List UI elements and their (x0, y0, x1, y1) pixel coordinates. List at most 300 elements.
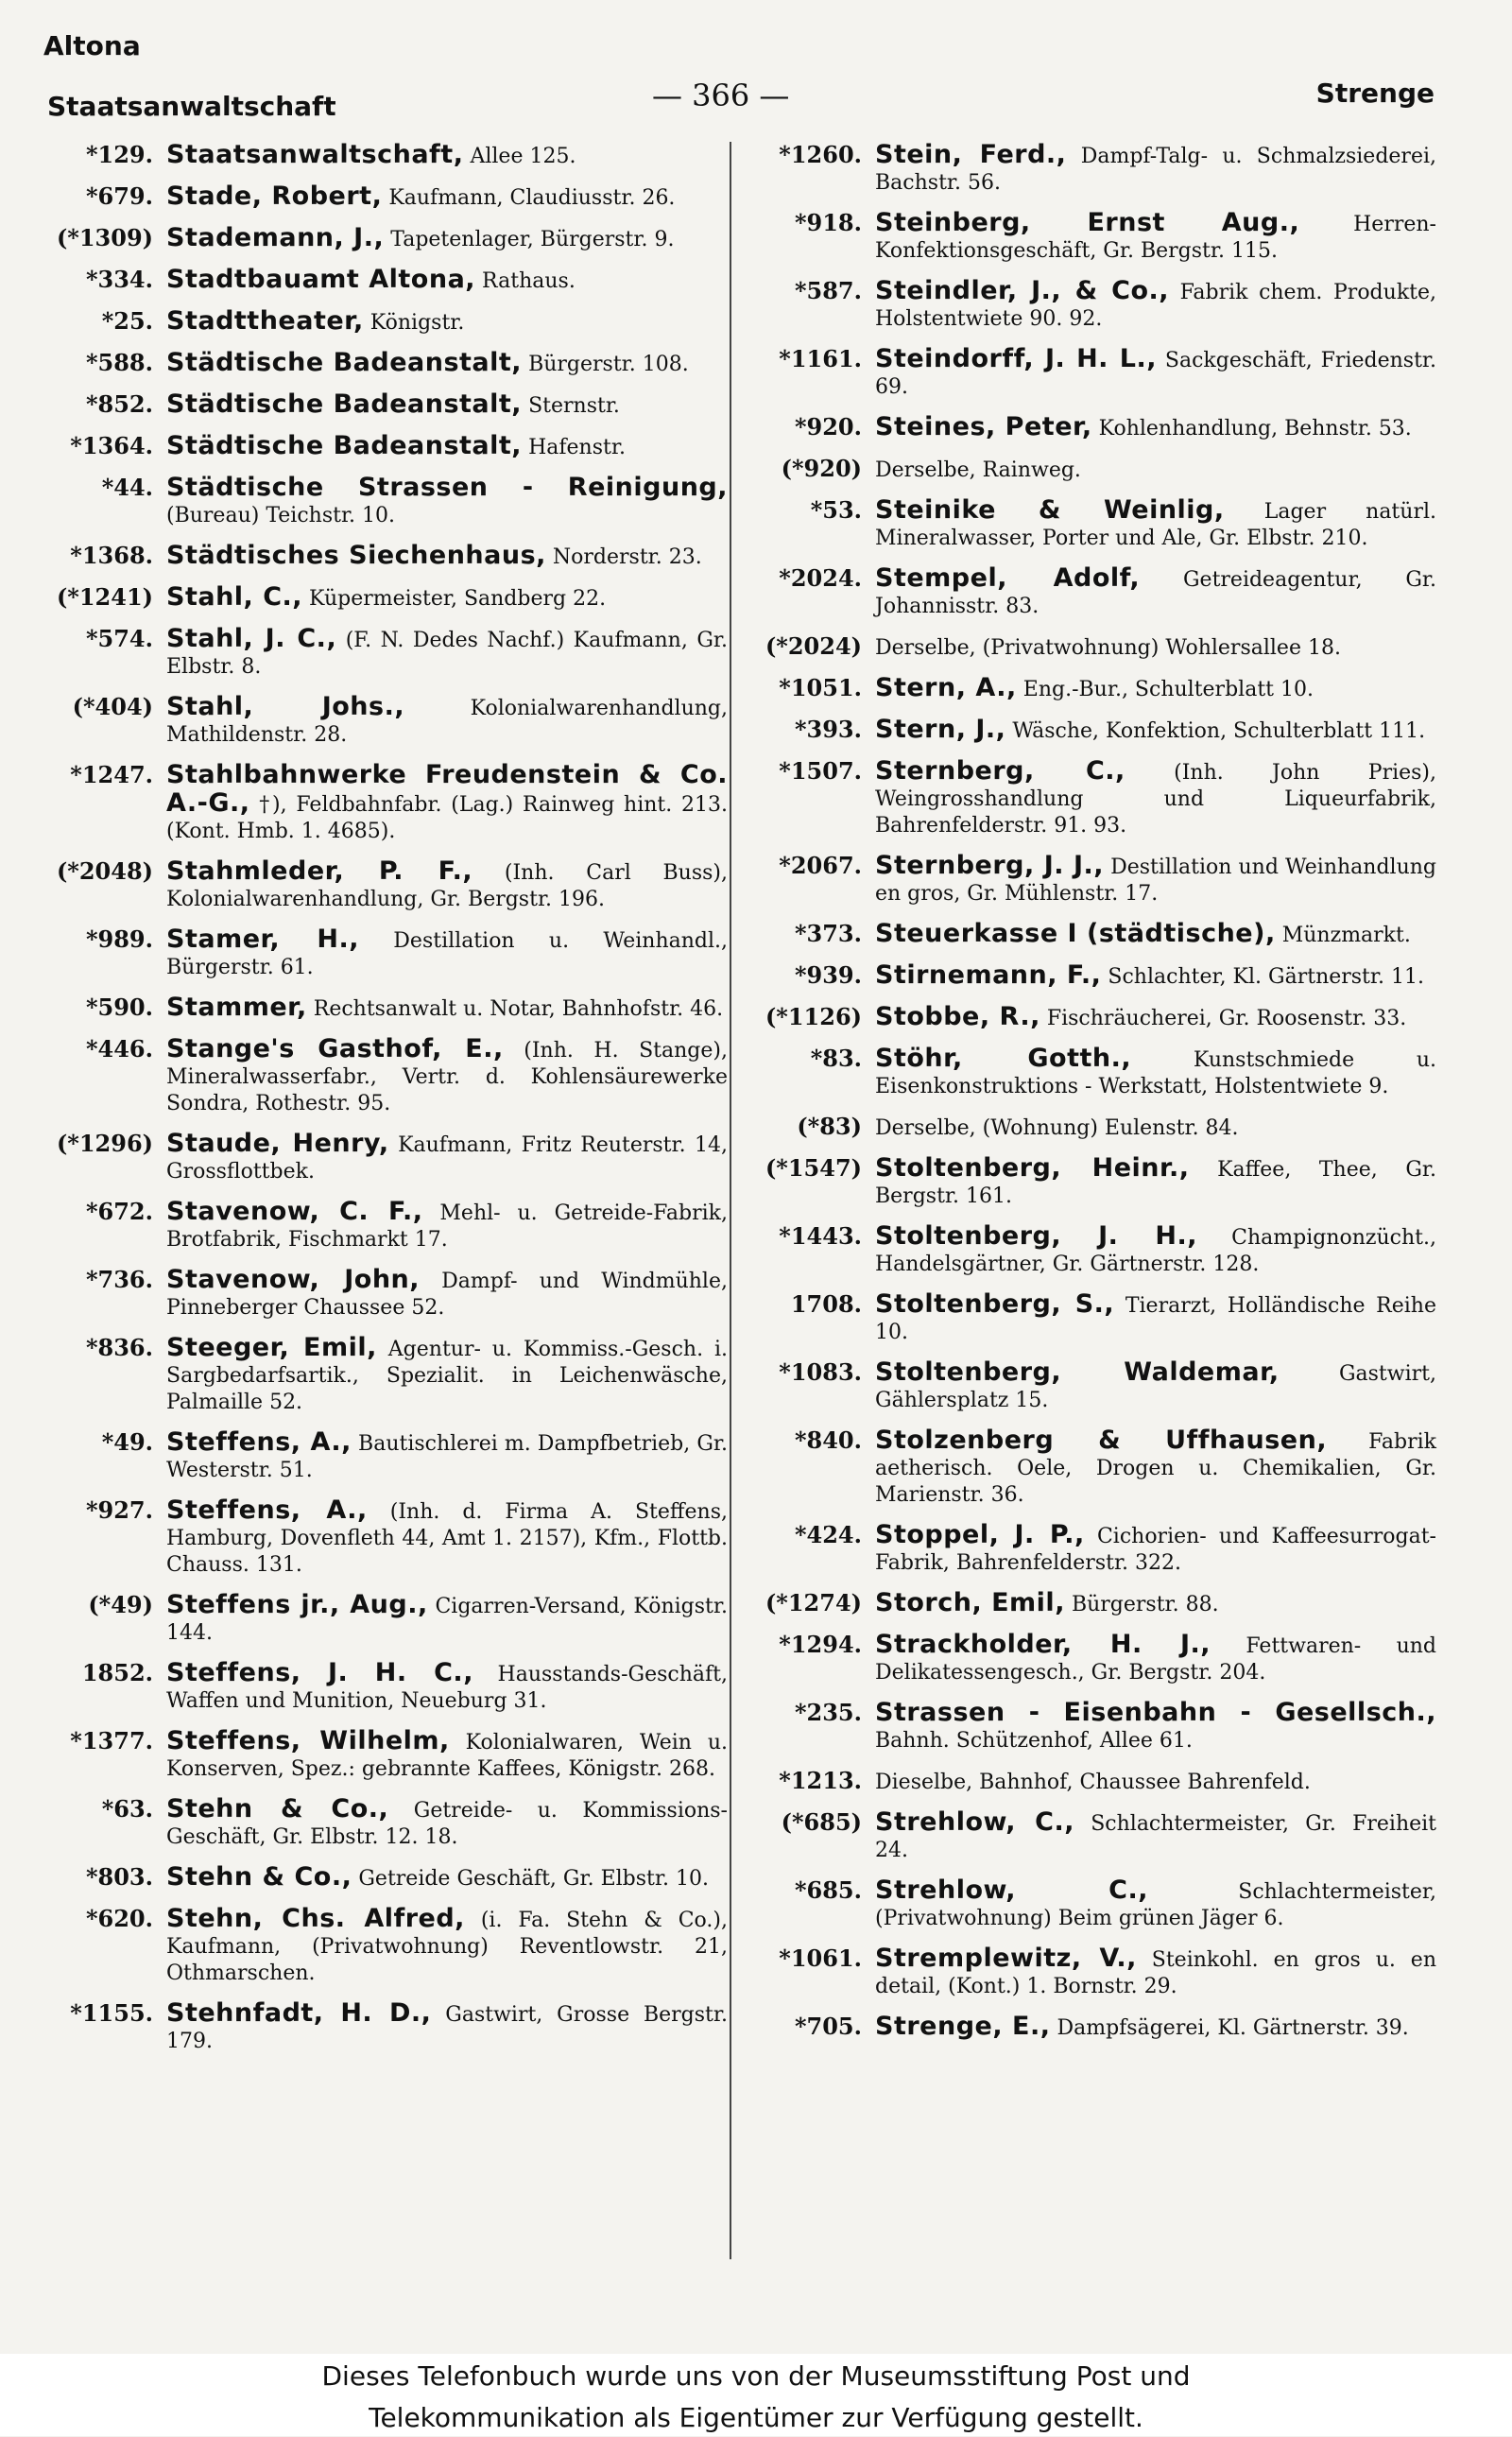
subscriber-details: Wäsche, Konfektion, Schulterblatt 111. (1012, 719, 1426, 743)
footer-line-2: Telekommunikation als Eigentümer zur Verfügung gestellt. (369, 2402, 1143, 2433)
entry-text (166, 1131, 728, 1185)
subscriber-name: Stahlbahnwerke Freudenstein & Co. A.-G., (166, 760, 728, 818)
phone-number: 1708. (790, 1290, 862, 1318)
entry-text (166, 308, 728, 337)
subscriber-details: Bahnh. Schützenhof, Allee 61. (875, 1729, 1193, 1753)
phone-number: *836. (85, 1334, 153, 1361)
phone-number: *620. (85, 1905, 153, 1932)
entry-text (166, 694, 728, 749)
directory-entry (38, 1592, 728, 1647)
subscriber-name: Steinike & Weinlig, (875, 495, 1225, 525)
directory-entry (747, 633, 1436, 662)
directory-entry (747, 414, 1436, 442)
entry-text (875, 1114, 1436, 1142)
directory-entry (38, 2000, 728, 2055)
subscriber-details: Mehl- u. Getreide-Fabrik, Brotfabrik, Fischmarkt 17. (166, 1201, 728, 1252)
entry-text (875, 1046, 1436, 1100)
phone-number: *53. (810, 496, 862, 524)
directory-entry (747, 962, 1436, 991)
subscriber-details: Dieselbe, Bahnhof, Chaussee Bahrenfeld. (875, 1771, 1311, 1794)
footer-line-1: Dieses Telefonbuch wurde uns von der Museumsstiftung Post und (321, 2360, 1191, 2392)
directory-entry (38, 1036, 728, 1117)
directory-entry (747, 1004, 1436, 1032)
entry-text (166, 391, 728, 420)
directory-entry (747, 675, 1436, 703)
phone-number: *939. (794, 961, 862, 989)
phone-number: *1213. (779, 1767, 862, 1794)
phone-number: *1507. (779, 757, 862, 785)
subscriber-name: Stadtbauamt Altona, (166, 265, 476, 294)
subscriber-name: Stoppel, J. P., (875, 1520, 1085, 1549)
subscriber-name: Stolzenberg & Uffhausen, (875, 1426, 1328, 1455)
phone-number: *393. (794, 716, 862, 743)
directory-entry (747, 1223, 1436, 1278)
phone-number: *1061. (779, 1944, 862, 1972)
subscriber-details: Sternstr. (528, 394, 620, 418)
subscriber-name: Stavenow, C. F., (166, 1197, 423, 1226)
phone-number: *1368. (70, 542, 153, 569)
subscriber-details: Fischräucherei, Gr. Roosenstr. 33. (1046, 1007, 1407, 1030)
subscriber-name: Stavenow, John, (166, 1265, 421, 1294)
subscriber-details: Cichorien- und Kaffeesurrogat-Fabrik, Bahrenfelderstr. 322. (875, 1525, 1436, 1575)
subscriber-details: Dampf-Talg- u. Schmalzsiederei, Bachstr. 56. (875, 145, 1436, 195)
entry-text (166, 1592, 728, 1647)
phone-number: (*1309) (56, 224, 153, 251)
phone-number: *852. (85, 390, 153, 418)
entry-text (166, 994, 728, 1023)
directory-entry (38, 1199, 728, 1253)
subscriber-details: Allee 125. (470, 145, 576, 168)
entry-text (875, 853, 1436, 907)
phone-number: (*1274) (765, 1589, 862, 1616)
entry-text (166, 1796, 728, 1851)
subscriber-details: Kolonialwarenhandlung, Mathildenstr. 28. (166, 697, 729, 747)
subscriber-details: Steinkohl. en gros u. en detail, (Kont.) 1. Bornstr. 29. (875, 1948, 1437, 1998)
directory-entry (38, 584, 728, 613)
entry-text (875, 565, 1436, 620)
directory-entry (747, 1114, 1436, 1142)
subscriber-name: Steffens, Wilhelm, (166, 1726, 450, 1755)
directory-entry (38, 694, 728, 749)
subscriber-name: Stade, Robert, (166, 181, 383, 211)
footer-notice (0, 2354, 1512, 2436)
phone-number: *424. (794, 1521, 862, 1548)
directory-entry (747, 210, 1436, 265)
phone-number: *1364. (70, 432, 153, 459)
subscriber-name: Stobbe, R., (875, 1002, 1040, 1031)
subscriber-name: Staude, Henry, (166, 1129, 389, 1158)
subscriber-name: Steeger, Emil, (166, 1333, 377, 1362)
subscriber-name: Steffens, A., (166, 1427, 352, 1457)
phone-number: *679. (85, 182, 153, 210)
subscriber-details: Fettwaren- und Delikatessengesch., Gr. Bergstr. 204. (875, 1634, 1436, 1685)
subscriber-name: Stoltenberg, J. H., (875, 1221, 1198, 1251)
subscriber-name: Stange's Gasthof, E., (166, 1034, 504, 1063)
directory-entry (747, 1768, 1436, 1796)
phone-number: *373. (794, 920, 862, 947)
directory-entry (747, 1877, 1436, 1932)
subscriber-name: Stein, Ferd., (875, 140, 1067, 169)
subscriber-details: Kunstschmiede u. Eisenkonstruktions - Werkstatt, Holstentwiete 9. (875, 1048, 1436, 1098)
entry-text (875, 1359, 1436, 1414)
entry-text (875, 1522, 1436, 1577)
directory-entry (747, 1427, 1436, 1509)
subscriber-details: Tierarzt, Holländische Reihe 10. (875, 1294, 1436, 1344)
phone-number: *63. (101, 1795, 153, 1823)
phone-number: *129. (85, 141, 153, 168)
entry-text (875, 210, 1436, 265)
subscriber-details: Kaufmann, Fritz Reuterstr. 14, Grossflottbek. (166, 1133, 728, 1184)
phone-number: (*1126) (765, 1003, 862, 1030)
subscriber-details: Bautischlerei m. Dampfbetrieb, Gr. Westerstr. 51. (166, 1432, 728, 1482)
entry-text (166, 584, 728, 613)
subscriber-name: Steffens jr., Aug., (166, 1590, 428, 1619)
subscriber-details: Gastwirt, Gählersplatz 15. (875, 1362, 1436, 1412)
entry-text (166, 1199, 728, 1253)
entry-text (875, 1590, 1436, 1618)
entry-text (166, 225, 728, 253)
phone-number: (*2048) (56, 857, 153, 885)
subscriber-details: Gastwirt, Grosse Bergstr. 179. (166, 2003, 728, 2053)
subscriber-details: Derselbe, (Wohnung) Eulenstr. 84. (875, 1116, 1239, 1140)
subscriber-name: Stammer, (166, 993, 307, 1022)
entry-text (875, 2014, 1436, 2042)
entry-text (166, 350, 728, 378)
phone-number: (*920) (781, 455, 862, 482)
phone-number: *1443. (779, 1222, 862, 1250)
entry-text (875, 142, 1436, 197)
directory-entry (747, 2014, 1436, 2042)
subscriber-details: (Inh. H. Stange), Mineralwasserfabr., Vertr. d. Kohlensäurewerke Sondra, Rothestr. 95. (166, 1039, 728, 1115)
directory-entry (38, 994, 728, 1023)
entry-text (875, 497, 1436, 552)
phone-number: *446. (85, 1035, 153, 1063)
phone-number: *1294. (779, 1631, 862, 1658)
subscriber-name: Steffens, A., (166, 1495, 368, 1525)
subscriber-name: Stern, A., (875, 673, 1017, 702)
phone-number: *334. (85, 266, 153, 293)
entry-text (166, 1906, 728, 1987)
directory-entry (38, 762, 728, 845)
directory-entry (747, 1590, 1436, 1618)
entry-text (166, 543, 728, 571)
directory-entry (747, 1700, 1436, 1754)
phone-number: *1051. (779, 674, 862, 701)
entry-text (875, 758, 1436, 839)
directory-entry (38, 1335, 728, 1416)
phone-number: *803. (85, 1863, 153, 1891)
directory-entry (38, 626, 728, 681)
entry-text (875, 278, 1436, 333)
subscriber-name: Strehlow, C., (875, 1875, 1148, 1905)
directory-entry (38, 1497, 728, 1579)
entry-text (166, 1660, 728, 1715)
directory-entry (747, 456, 1436, 484)
directory-entry (38, 475, 728, 529)
phone-number: *83. (810, 1045, 862, 1072)
entry-text (166, 926, 728, 981)
directory-entry (38, 142, 728, 170)
phone-number: *588. (85, 349, 153, 376)
subscriber-name: Stamer, H., (166, 925, 359, 954)
directory-entry (38, 1796, 728, 1851)
directory-entry (38, 858, 728, 913)
directory-entry (38, 308, 728, 337)
directory-entry (747, 758, 1436, 839)
subscriber-details: Hafenstr. (528, 436, 626, 459)
directory-entry (38, 183, 728, 212)
directory-entry (747, 278, 1436, 333)
subscriber-details: Dampfsägerei, Kl. Gärtnerstr. 39. (1057, 2016, 1409, 2040)
subscriber-details: Cigarren-Versand, Königstr. 144. (166, 1595, 728, 1645)
subscriber-name: Städtische Strassen - Reinigung, (166, 473, 728, 502)
subscriber-name: Stahl, J. C., (166, 624, 337, 653)
subscriber-details: Lager natürl. Mineralwasser, Porter und Ale, Gr. Elbstr. 210. (875, 500, 1436, 550)
phone-number: (*83) (797, 1113, 862, 1140)
subscriber-details: Eng.-Bur., Schulterblatt 10. (1022, 678, 1314, 701)
subscriber-name: Steines, Peter, (875, 412, 1092, 441)
phone-number: *1083. (779, 1358, 862, 1386)
entry-text (166, 142, 728, 170)
phone-number: *574. (85, 625, 153, 652)
subscriber-details: Küpermeister, Sandberg 22. (309, 587, 607, 611)
subscriber-details: Rathaus. (482, 269, 576, 293)
right-column (747, 142, 1436, 2055)
subscriber-name: Strenge, E., (875, 2012, 1051, 2041)
phone-number: *235. (794, 1699, 862, 1726)
directory-entry (747, 921, 1436, 949)
subscriber-name: Steindler, J., & Co., (875, 276, 1170, 305)
directory-entry (38, 1728, 728, 1783)
subscriber-details: Bürgerstr. 108. (528, 353, 689, 376)
subscriber-name: Strassen - Eisenbahn - Gesellsch., (875, 1698, 1436, 1727)
phone-number: (*1241) (56, 583, 153, 611)
subscriber-name: Steffens, J. H. C., (166, 1658, 473, 1687)
entry-text (166, 1497, 728, 1579)
subscriber-name: Stoltenberg, Waldemar, (875, 1357, 1280, 1387)
page-number: — 366 — (652, 78, 790, 113)
entry-text (875, 1155, 1436, 1210)
subscriber-name: Storch, Emil, (875, 1588, 1065, 1617)
last-entry-heading: Strenge (1315, 78, 1435, 109)
entry-text (166, 1267, 728, 1322)
phone-number: *1377. (70, 1727, 153, 1754)
subscriber-details: Tapetenlager, Bürgerstr. 9. (390, 228, 675, 251)
subscriber-name: Strackholder, H. J., (875, 1630, 1211, 1659)
phone-number: *840. (794, 1426, 862, 1454)
subscriber-details: Derselbe, Rainweg. (875, 458, 1081, 482)
phone-number: (*1547) (765, 1154, 862, 1182)
subscriber-name: Steindorff, J. H. L., (875, 344, 1157, 373)
entry-text (875, 1809, 1436, 1864)
left-column (38, 142, 728, 2068)
phone-number: (*1296) (56, 1130, 153, 1157)
entry-text (875, 1700, 1436, 1754)
entry-text (875, 1291, 1436, 1346)
subscriber-name: Staatsanwaltschaft, (166, 140, 464, 169)
phone-number: *672. (85, 1198, 153, 1225)
phone-number: *590. (85, 994, 153, 1021)
directory-entry (38, 1131, 728, 1185)
subscriber-name: Stahl, C., (166, 582, 303, 612)
phone-number: *1247. (70, 761, 153, 788)
subscriber-name: Städtische Badeanstalt, (166, 431, 523, 460)
subscriber-details: Getreideagentur, Gr. Johannisstr. 83. (875, 568, 1437, 618)
phone-number: *920. (794, 413, 862, 441)
subscriber-details: †), Feldbahnfabr. (Lag.) Rainweg hint. 213. (Kont. Hmb. 1. 4685). (166, 793, 728, 843)
entry-text (875, 675, 1436, 703)
directory-entry (747, 1155, 1436, 1210)
subscriber-name: Stern, J., (875, 715, 1006, 744)
subscriber-details: Schlachter, Kl. Gärtnerstr. 11. (1108, 965, 1424, 989)
directory-entry (747, 346, 1436, 401)
entry-text (875, 1632, 1436, 1686)
subscriber-details: Getreide- u. Kommissions-Geschäft, Gr. Elbstr. 12. 18. (166, 1799, 728, 1849)
column-divider (730, 142, 731, 2259)
directory-entry (747, 1359, 1436, 1414)
directory-entry (747, 497, 1436, 552)
subscriber-name: Stehn & Co., (166, 1794, 389, 1823)
phone-number: *989. (85, 925, 153, 953)
subscriber-details: Fabrik aetherisch. Oele, Drogen u. Chemikalien, Gr. Marienstr. 36. (875, 1430, 1436, 1507)
subscriber-name: Sternberg, J. J., (875, 851, 1105, 880)
subscriber-details: (Inh. John Pries), Weingrosshandlung und Liqueurfabrik, Bahrenfelderstr. 91. 93. (875, 761, 1437, 838)
subscriber-name: Stahl, Johs., (166, 692, 405, 721)
subscriber-details: Destillation und Weinhandlung en gros, Gr. Mühlenstr. 17. (875, 856, 1436, 906)
directory-entry (747, 1809, 1436, 1864)
entry-text (166, 1864, 728, 1893)
subscriber-details: Königstr. (369, 311, 465, 335)
entry-text (166, 267, 728, 295)
phone-number: *49. (101, 1428, 153, 1456)
directory-entry (38, 1906, 728, 1987)
subscriber-details: Schlachtermeister, (Privatwohnung) Beim grünen Jäger 6. (875, 1880, 1436, 1930)
entry-text (875, 1945, 1436, 2000)
phone-number: (*49) (88, 1591, 153, 1618)
subscriber-name: Stempel, Adolf, (875, 563, 1141, 593)
subscriber-name: Stoltenberg, S., (875, 1289, 1115, 1319)
directory-entry (38, 543, 728, 571)
subscriber-name: Stadttheater, (166, 306, 364, 336)
subscriber-name: Stremplewitz, V., (875, 1944, 1137, 1973)
subscriber-details: (Inh. Carl Buss), Kolonialwarenhandlung, Gr. Bergstr. 196. (166, 861, 728, 911)
subscriber-name: Steinberg, Ernst Aug., (875, 208, 1300, 237)
phone-number: (*685) (781, 1808, 862, 1836)
entry-text (166, 1335, 728, 1416)
phone-number: (*2024) (765, 632, 862, 660)
subscriber-details: (Bureau) Teichstr. 10. (166, 504, 396, 527)
phone-number: *918. (794, 209, 862, 236)
directory-entry (38, 1660, 728, 1715)
phone-number: *685. (794, 1876, 862, 1904)
directory-entry (747, 142, 1436, 197)
phone-number: *1161. (779, 345, 862, 372)
entry-text (166, 1728, 728, 1783)
entry-text (875, 717, 1436, 745)
entry-text (875, 1427, 1436, 1509)
directory-entry (747, 853, 1436, 907)
subscriber-details: (F. N. Dedes Nachf.) Kaufmann, Gr. Elbstr. 8. (166, 629, 728, 679)
first-entry-heading: Staatsanwaltschaft (47, 91, 336, 122)
subscriber-details: Bürgerstr. 88. (1071, 1593, 1219, 1616)
entry-text (875, 1768, 1436, 1796)
subscriber-details: Münzmarkt. (1281, 924, 1411, 947)
entry-text (166, 475, 728, 529)
subscriber-name: Stöhr, Gotth., (875, 1044, 1132, 1073)
directory-entry (38, 1864, 728, 1893)
directory-entry (747, 565, 1436, 620)
subscriber-name: Strehlow, C., (875, 1807, 1074, 1837)
directory-entry (38, 267, 728, 295)
directory-entry (747, 717, 1436, 745)
subscriber-name: Stahmleder, P. F., (166, 856, 473, 886)
phone-number: *705. (794, 2013, 862, 2040)
entry-text (875, 1004, 1436, 1032)
entry-text (875, 1223, 1436, 1278)
phone-number: *2024. (779, 564, 862, 592)
phone-number: *2067. (779, 852, 862, 879)
entry-text (875, 1877, 1436, 1932)
subscriber-name: Stehn, Chs. Alfred, (166, 1904, 465, 1933)
directory-entry (747, 1046, 1436, 1100)
entry-text (166, 626, 728, 681)
subscriber-details: Kaffee, Thee, Gr. Bergstr. 161. (875, 1158, 1437, 1208)
subscriber-details: Norderstr. 23. (552, 545, 702, 569)
entry-text (166, 1429, 728, 1484)
phone-number: *44. (101, 474, 153, 501)
subscriber-details: Sackgeschäft, Friedenstr. 69. (875, 349, 1436, 399)
directory-entry (38, 1267, 728, 1322)
directory-entry (38, 350, 728, 378)
subscriber-details: Schlachtermeister, Gr. Freiheit 24. (875, 1812, 1437, 1862)
directory-entry (747, 1632, 1436, 1686)
subscriber-name: Stehnfadt, H. D., (166, 1998, 432, 2028)
subscriber-name: Städtische Badeanstalt, (166, 348, 523, 377)
phone-number: *587. (794, 277, 862, 304)
phone-number: *736. (85, 1266, 153, 1293)
entry-text (875, 962, 1436, 991)
subscriber-details: Getreide Geschäft, Gr. Elbstr. 10. (358, 1867, 709, 1891)
phone-number: *1260. (779, 141, 862, 168)
subscriber-details: Kohlenhandlung, Behnstr. 53. (1098, 417, 1412, 441)
subscriber-name: Sternberg, C., (875, 756, 1125, 786)
entry-text (166, 2000, 728, 2055)
city-heading: Altona (43, 30, 141, 61)
entry-text (166, 1036, 728, 1117)
entry-text (166, 762, 728, 845)
subscriber-details: Dampf- und Windmühle, Pinneberger Chaussee 52. (166, 1270, 728, 1320)
directory-entry (38, 433, 728, 461)
subscriber-details: (i. Fa. Stehn & Co.), Kaufmann, (Privatwohnung) Reventlowstr. 21, Othmarschen. (166, 1909, 728, 1985)
directory-entry (747, 1522, 1436, 1577)
subscriber-details: Rechtsanwalt u. Notar, Bahnhofstr. 46. (313, 997, 724, 1021)
phone-number: 1852. (81, 1659, 153, 1686)
subscriber-details: Champignonzücht., Handelsgärtner, Gr. Gärtnerstr. 128. (875, 1226, 1436, 1276)
directory-entry (38, 926, 728, 981)
entry-text (166, 858, 728, 913)
subscriber-name: Stademann, J., (166, 223, 385, 252)
directory-entry (747, 1945, 1436, 2000)
directory-entry (747, 1291, 1436, 1346)
subscriber-name: Stoltenberg, Heinr., (875, 1153, 1190, 1183)
phone-number: (*404) (72, 693, 153, 720)
directory-entry (38, 225, 728, 253)
subscriber-details: Kaufmann, Claudiusstr. 26. (388, 186, 676, 210)
subscriber-details: Herren-Konfektionsgeschäft, Gr. Bergstr. 115. (875, 213, 1436, 263)
subscriber-name: Städtisches Siechenhaus, (166, 541, 546, 570)
subscriber-name: Stirnemann, F., (875, 960, 1102, 990)
subscriber-details: Fabrik chem. Produkte, Holstentwiete 90. 92. (875, 281, 1436, 331)
